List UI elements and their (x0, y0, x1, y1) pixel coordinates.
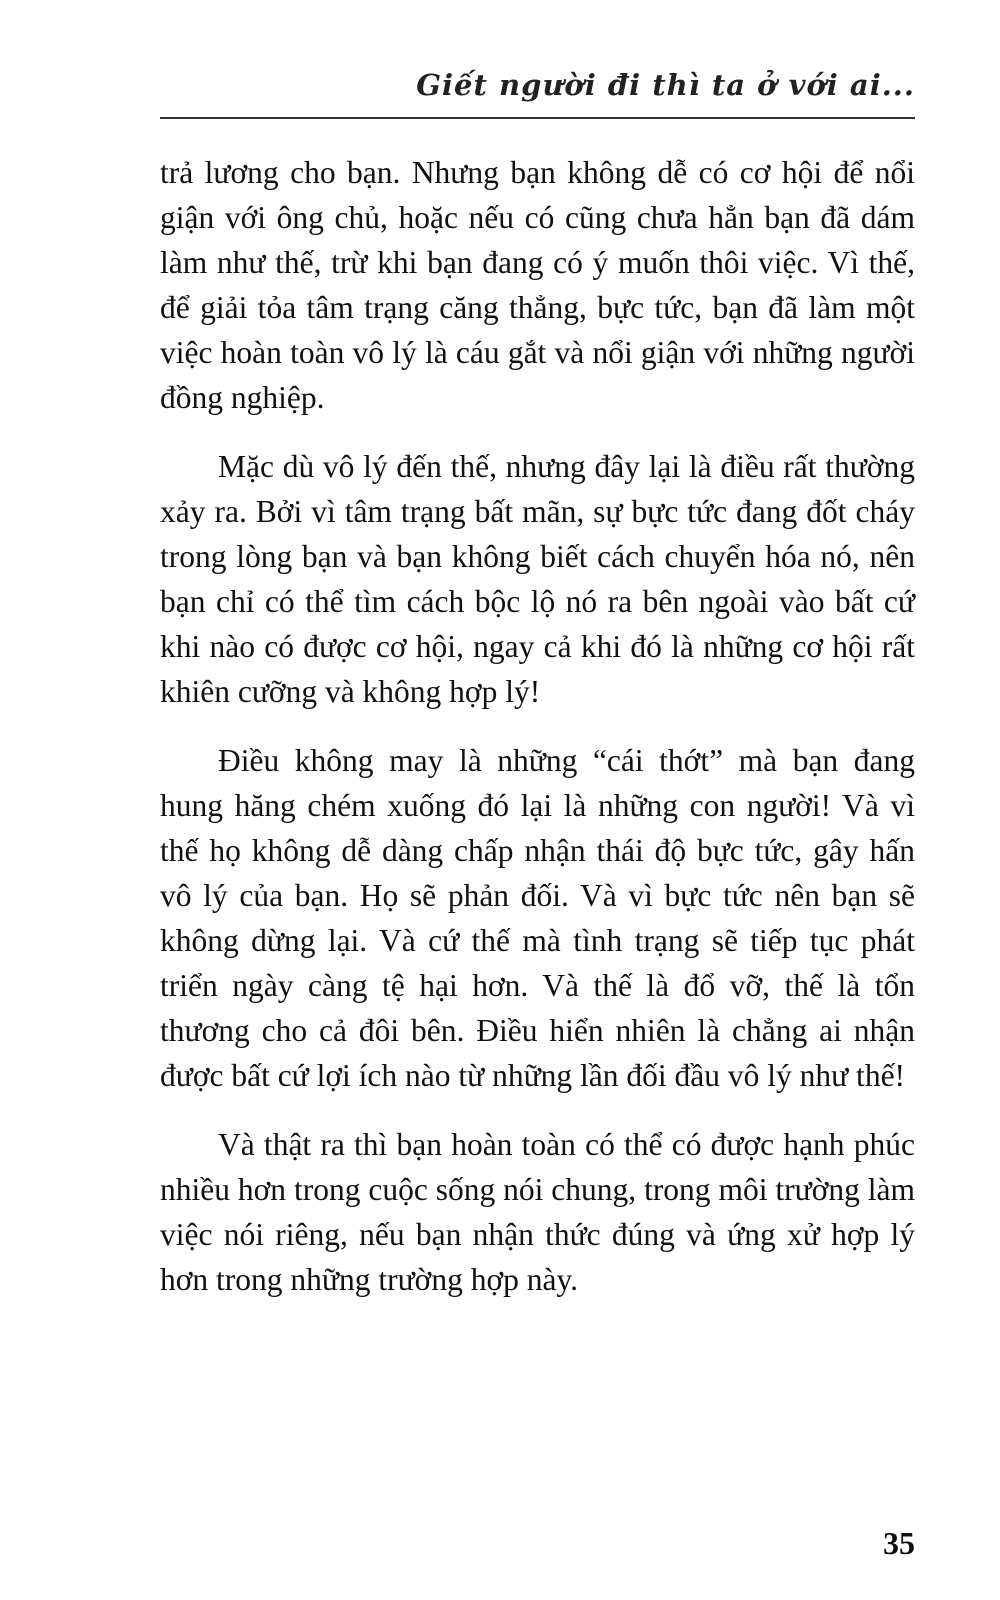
body-text (160, 150, 915, 1326)
paragraph: Và thật ra thì bạn hoàn toàn có thể có được hạnh phúc nhiều hơn trong cuộc sống nói chung, trong môi trường làm việc nói riêng, nếu bạn nhận thức đúng và ứng xử hợp lý hơn trong những trường hợp này. (160, 1127, 915, 1297)
page-number: 35 (883, 1525, 915, 1561)
book-page (160, 0, 915, 1600)
paragraph-continued: trả lương cho bạn. Nhưng bạn không dễ có cơ hội để nổi giận với ông chủ, hoặc nếu có cũng chưa hẳn bạn đã dám làm như thế, trừ khi bạn đang có ý muốn thôi việc. Vì thế, để giải tỏa tâm trạng căng thẳng, bực tức, bạn đã làm một việc hoàn toàn vô lý là cáu gắt và nổi giận với những người đồng nghiệp. (160, 155, 915, 415)
paragraph: Mặc dù vô lý đến thế, nhưng đây lại là điều rất thường xảy ra. Bởi vì tâm trạng bất mãn, sự bực tức đang đốt cháy trong lòng bạn và bạn không biết cách chuyển hóa nó, nên bạn chỉ có thể tìm cách bộc lộ nó ra bên ngoài vào bất cứ khi nào có được cơ hội, ngay cả khi đó là những cơ hội rất khiên cưỡng và không hợp lý! (160, 449, 915, 709)
paragraph: Điều không may là những “cái thớt” mà bạn đang hung hăng chém xuống đó lại là những con người! Và vì thế họ không dễ dàng chấp nhận thái độ bực tức, gây hấn vô lý của bạn. Họ sẽ phản đối. Và vì bực tức nên bạn sẽ không dừng lại. Và cứ thế mà tình trạng sẽ tiếp tục phát triển ngày càng tệ hại hơn. Và thế là đổ vỡ, thế là tổn thương cho cả đôi bên. Điều hiển nhiên là chẳng ai nhận được bất cứ lợi ích nào từ những lần đối đầu vô lý như thế! (160, 743, 915, 1093)
running-header-title: Giết người đi thì ta ở với ai... (416, 68, 915, 102)
header-divider (160, 117, 915, 119)
